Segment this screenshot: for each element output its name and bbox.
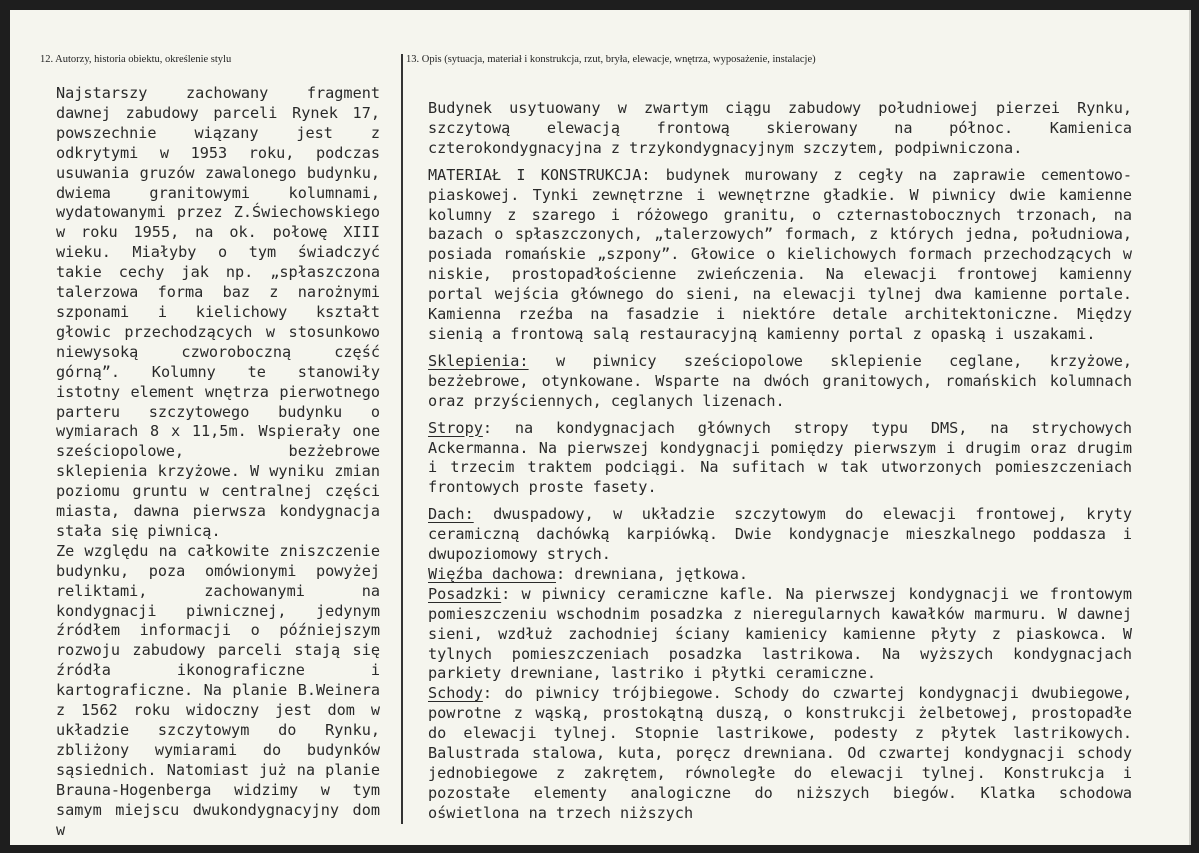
document-page: [10, 10, 1191, 845]
truss-text: : drewniana, jętkowa.: [556, 564, 749, 583]
roof-label: Dach:: [428, 505, 474, 524]
right-column-heading: 13. Opis (sytuacja, materiał i konstrukcja, rzut, bryła, elewacje, wnętrza, wyposażenie, instalacje): [406, 54, 816, 65]
vaults-label: Sklepienia:: [428, 351, 529, 370]
stairs-text: : do piwnicy trójbiegowe. Schody do czwartej kondygnacji dwubiegowe, powrotne z wąską, prostokątną duszą, o konstrukcji żelbetowej, prostopadłe do elewacji tylnej. Stopnie lastrikowe, podesty z płytek lastrikowych. Balustrada stalowa, kuta, poręcz drewniana. Od czwartej kondygnacji schody jednobiegowe z zakrętem, równoległe do elewacji tylnej. Konstrukcja i pozostałe elementy analogiczne do niższych biegów. Klatka schodowa oświetlona na trzech niższych: [428, 684, 1132, 822]
floors-text: : w piwnicy ceramiczne kafle. Na pierwszej kondygnacji we frontowym pomieszczeniu wschodnim posadzka z nieregularnych kawałków marmuru. W dawnej sieni, wzdłuż zachodniej ściany kamienicy kamienne płyty z piaskowca. W tylnych pomieszczeniach posadzka lastrikowa. Na wyższych kondygnacjach parkiety drewniane, lastriko i płytki ceramiczne.: [428, 584, 1132, 683]
stairs-label: Schody: [428, 684, 483, 703]
left-column-heading: 12. Autorzy, historia obiektu, określenie stylu: [40, 54, 232, 65]
history-paragraph-2: Ze względu na całkowite zniszczenie budynku, poza omówionymi powyżej reliktami, zachowanymi na kondygnacji piwnicznej, jedynym źródłem informacji o późniejszym rozwoju zabudowy parceli stają się źródła ikonograficzne i kartograficzne. Na planie B.Weinera z 1562 roku widoczny jest dom w układzie szczytowym do Rynku, zbliżony wymiarami do budynków sąsiednich. Natomiast już na planie Brauna-Hogenberga widzimy w tym samym miejscu dwukondygnacyjny dom w: [56, 541, 380, 839]
floors-paragraph: [428, 585, 1132, 685]
ceilings-paragraph: [428, 419, 1132, 499]
vaults-paragraph: [428, 352, 1132, 412]
location-paragraph: Budynek usytuowany w zwartym ciągu zabudowy południowej pierzei Rynku, szczytową elewacją frontową skierowany na północ. Kamienica czterokondygnacyjna z trzykondygnacyjnym szczytem, podpiwniczona.: [428, 99, 1132, 157]
ceilings-text: : na kondygnacjach głównych stropy typu DMS, na strychowych Ackermanna. Na pierwszej kondygnacji pomiędzy pierwszym i drugim oraz drugim i trzecim traktem podciągi. Na sufitach w tak utworzonych pomieszczeniach frontowych proste fasety.: [428, 418, 1132, 497]
history-paragraph-1: Najstarszy zachowany fragment dawnej zabudowy parceli Rynek 17, powszechnie wiązany jest z odkrytymi w 1953 roku, podczas usuwania gruzów zawalonego budynku, dwiema granitowymi kolumnami, wydatowanymi przez Z.Świechowskiego w roku 1955, na ok. połowę XIII wieku. Miałyby o tym świadczyć takie cechy jak np. „spłaszczona talerzowa forma baz z narożnymi szponami i kielichowy kształt głowic przechodzących w stosunkowo niewysoką czworoboczną część górną”. Kolumny te stanowiły istotny element wnętrza pierwotnego parteru szczytowego budynku o wymiarach 8 x 11,5m. Wspierały one sześciopolowe, bezżebrowe sklepienia krzyżowe. W wyniku zmian poziomu gruntu w centralnej części miasta, dawna pierwsza kondygnacja stała się piwnicą.: [56, 84, 380, 540]
vaults-text: w piwnicy sześciopolowe sklepienie ceglane, krzyżowe, bezżebrowe, otynkowane. Wsparte na dwóch granitowych, romańskich kolumnach oraz przyściennych, ceglanych lizenach.: [428, 351, 1132, 410]
truss-label: Więźba dachowa: [428, 564, 557, 583]
floors-label: Posadzki: [428, 584, 502, 603]
roof-paragraph: [428, 505, 1132, 565]
ceilings-label: Stropy: [428, 418, 483, 437]
roof-text: dwuspadowy, w układzie szczytowym do elewacji frontowej, kryty ceramiczną dachówką karpiówką. Dwie kondygnacje mieszkalnego poddasza i dwupoziomowy strych.: [428, 505, 1132, 564]
right-column-body: [428, 99, 1132, 824]
truss-paragraph: [428, 565, 1132, 585]
left-column-body: [56, 84, 380, 840]
column-divider: [401, 54, 403, 824]
material-paragraph: MATERIAŁ I KONSTRUKCJA: budynek murowany z cegły na zaprawie cementowo-piaskowej. Tynki zewnętrzne i wewnętrzne gładkie. W piwnicy dwie kamienne kolumny z szarego i różowego granitu, o czternastobocznych trzonach, na bazach o spłaszczonych, „talerzowych” formach, z których jedna, południowa, posiada romańskie „szpony”. Głowice o kielichowych formach przechodzących w niskie, prostopadłościenne zwieńczenia. Na elewacji frontowej kamienny portal wejścia głównego do sieni, na elewacji tylnej dwa kamienne portale. Kamienna rzeźba na fasadzie i niektóre detale architektoniczne. Między sienią a frontową salą restauracyjną kamienny portal z opaską i uszakami.: [428, 165, 1132, 343]
stairs-paragraph: [428, 684, 1132, 823]
